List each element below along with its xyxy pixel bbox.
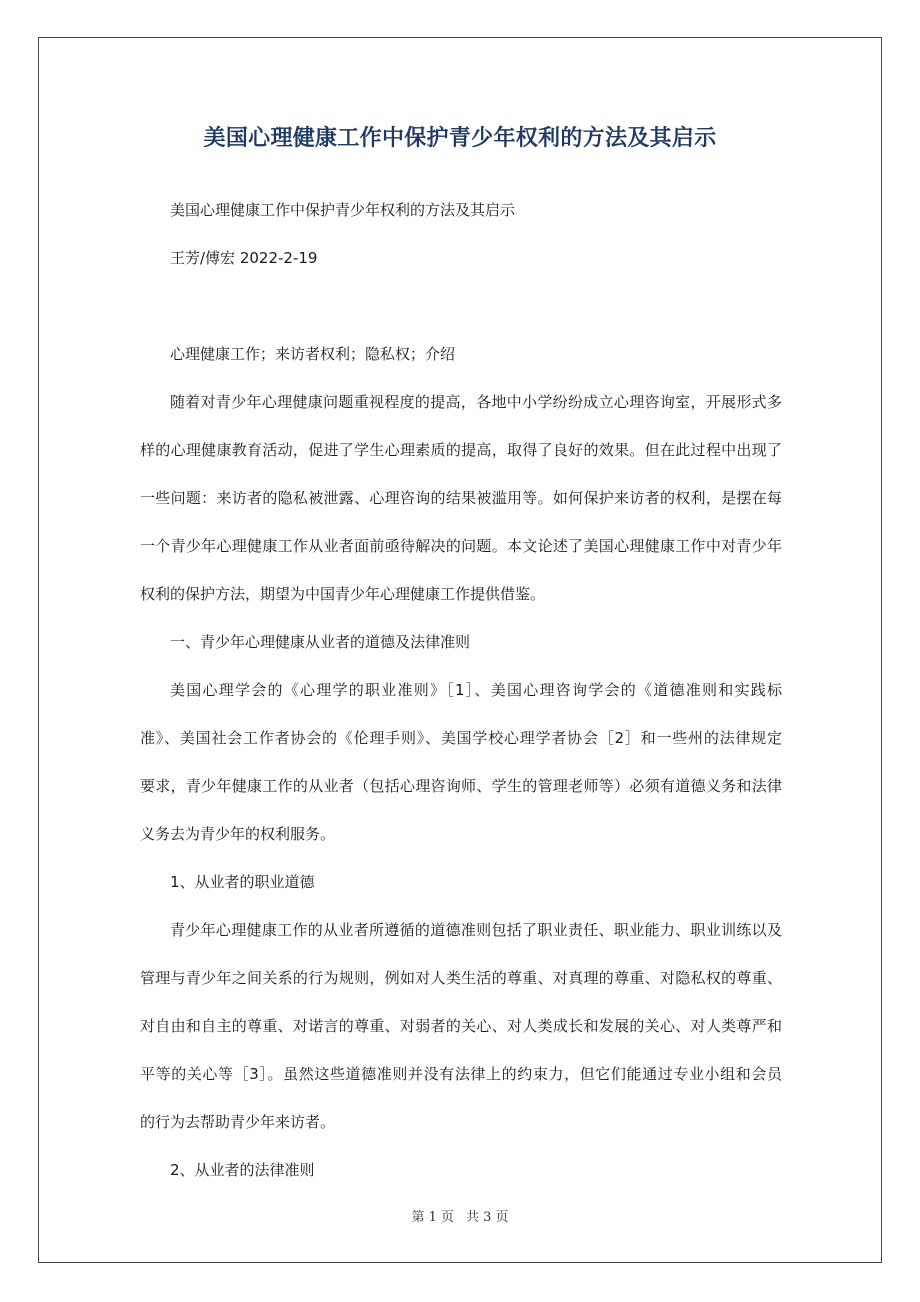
paragraph-line: 一些问题：来访者的隐私被泄露、心理咨询的结果被滥用等。如何保护来访者的权利，是摆在每 xyxy=(140,489,782,507)
page-footer xyxy=(0,1206,920,1225)
keywords: 心理健康工作；来访者权利；隐私权；介绍 xyxy=(170,345,456,363)
subsection-heading: 1、从业者的职业道德 xyxy=(170,873,315,891)
paragraph-line: 的行为去帮助青少年来访者。 xyxy=(140,1113,336,1131)
page-total: 共 3 页 xyxy=(466,1210,509,1225)
paragraph-line: 美国心理学会的《心理学的职业准则》［1］、美国心理咨询学会的《道德准则和实践标 xyxy=(170,681,782,699)
document-title: 美国心理健康工作中保护青少年权利的方法及其启示 xyxy=(203,126,717,151)
paragraph-line: 准》、美国社会工作者协会的《伦理手则》、美国学校心理学者协会［2］和一些州的法律规定 xyxy=(140,729,782,747)
section-heading: 一、青少年心理健康从业者的道德及法律准则 xyxy=(170,633,471,651)
author-date: 王芳/傅宏 2022-2-19 xyxy=(170,249,318,267)
paragraph-line: 管理与青少年之间关系的行为规则，例如对人类生活的尊重、对真理的尊重、对隐私权的尊重、 xyxy=(140,969,782,987)
document-subtitle: 美国心理健康工作中保护青少年权利的方法及其启示 xyxy=(170,201,516,219)
paragraph-line: 平等的关心等［3］。虽然这些道德准则并没有法律上的约束力，但它们能通过专业小组和会员 xyxy=(140,1065,782,1083)
page-number: 第 1 页 xyxy=(411,1210,454,1225)
paragraph-line: 义务去为青少年的权利服务。 xyxy=(140,825,336,843)
paragraph-line: 对自由和自主的尊重、对诺言的尊重、对弱者的关心、对人类成长和发展的关心、对人类尊严和 xyxy=(140,1017,782,1035)
paragraph-line: 随着对青少年心理健康问题重视程度的提高，各地中小学纷纷成立心理咨询室，开展形式多 xyxy=(170,393,782,411)
subsection-heading: 2、从业者的法律准则 xyxy=(170,1161,315,1179)
paragraph-line: 一个青少年心理健康工作从业者面前亟待解决的问题。本文论述了美国心理健康工作中对青少年 xyxy=(140,537,782,555)
paragraph-line: 样的心理健康教育活动，促进了学生心理素质的提高，取得了良好的效果。但在此过程中出现了 xyxy=(140,441,782,459)
paragraph-line: 要求，青少年健康工作的从业者（包括心理咨询师、学生的管理老师等）必须有道德义务和法律 xyxy=(140,777,782,795)
paragraph-line: 青少年心理健康工作的从业者所遵循的道德准则包括了职业责任、职业能力、职业训练以及 xyxy=(170,921,782,939)
paragraph-line: 权利的保护方法，期望为中国青少年心理健康工作提供借鉴。 xyxy=(140,585,546,603)
